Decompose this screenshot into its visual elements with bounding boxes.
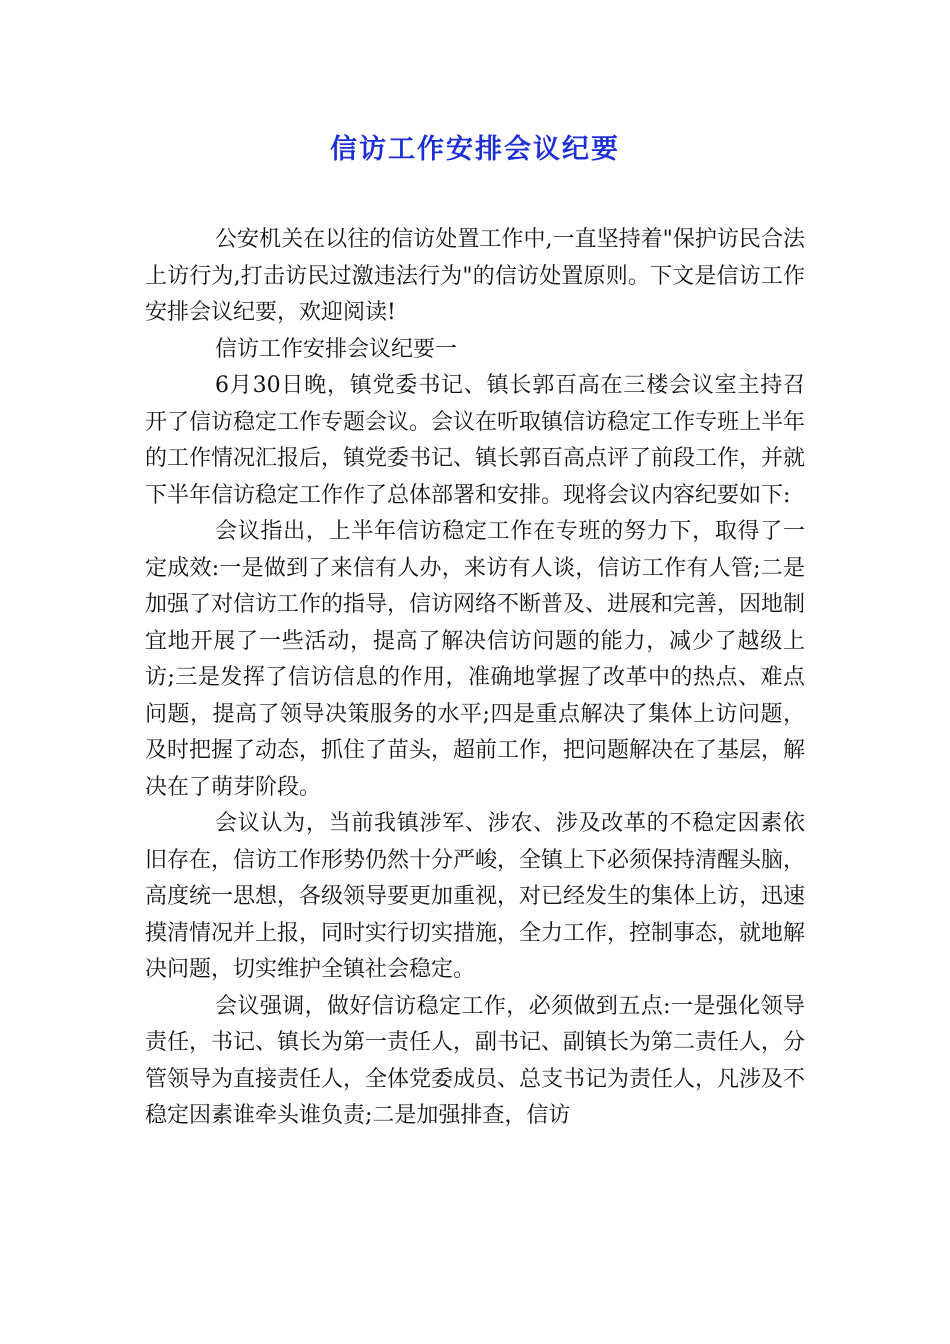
paragraph-meeting-points: 会议指出，上半年信访稳定工作在专班的努力下，取得了一定成效:一是做到了来信有人办，来访有人谈，信访工作有人管;二是加强了对信访工作的指导，信访网络不断普及、进展和完善，因地制宜地开展了一些活动，提高了解决信访问题的能力，减少了越级上访;三是发挥了信访信息的作用，准确地掌握了改革中的热点、难点问题，提高了领导决策服务的水平;四是重点解决了集体上访问题，及时把握了动态，抓住了苗头，超前工作，把问题解决在了基层，解决在了萌芽阶段。 [145, 519, 806, 800]
paragraph-intro: 公安机关在以往的信访处置工作中,一直坚持着"保护访民合法上访行为,打击访民过激违法行为"的信访处置原则。下文是信访工作安排会议纪要，欢迎阅读! [145, 227, 805, 325]
section-heading: 信访工作安排会议纪要一 [215, 336, 458, 362]
document-body [145, 222, 805, 1135]
paragraph-meeting-emphasis: 会议强调，做好信访稳定工作，必须做到五点:一是强化领导责任，书记、镇长为第一责任人，副书记、副镇长为第二责任人，分管领导为直接责任人，全体党委成员、总支书记为责任人，凡涉及不稳定因素谁牵头谁负责;二是加强排查，信访 [145, 993, 806, 1128]
document-title: 信访工作安排会议纪要 [330, 134, 620, 165]
paragraph-meeting-overview: 6月30日晚，镇党委书记、镇长郭百高在三楼会议室主持召开了信访稳定工作专题会议。会议在听取镇信访稳定工作专班上半年的工作情况汇报后，镇党委书记、镇长郭百高点评了前段工作，并就下半年信访稳定工作作了总体部署和安排。现将会议内容纪要如下: [145, 373, 806, 508]
paragraph-meeting-assessment: 会议认为，当前我镇涉军、涉农、涉及改革的不稳定因素依旧存在，信访工作形势仍然十分严峻，全镇上下必须保持清醒头脑，高度统一思想，各级领导要更加重视，对已经发生的集体上访，迅速摸清情况并上报，同时实行切实措施，全力工作，控制事态，就地解决问题，切实维护全镇社会稳定。 [145, 811, 806, 982]
